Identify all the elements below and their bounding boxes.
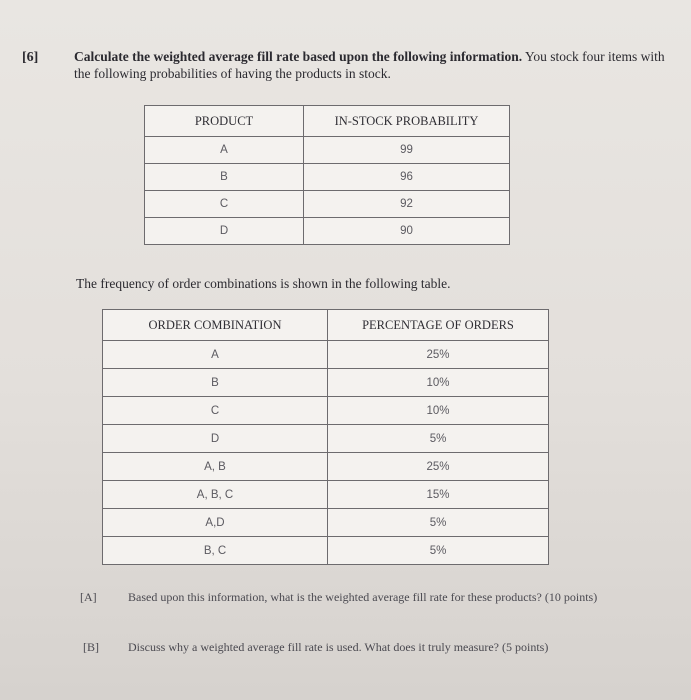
product-cell: B	[145, 164, 304, 191]
percentage-cell: 25%	[328, 341, 549, 369]
combination-cell: A, B	[103, 453, 328, 481]
combination-cell: A,D	[103, 509, 328, 537]
combination-cell: A, B, C	[103, 481, 328, 509]
table-row	[145, 218, 510, 245]
table-row	[103, 537, 549, 565]
in-stock-probability-table	[144, 105, 510, 245]
column-header: PERCENTAGE OF ORDERS	[328, 310, 549, 341]
table-row	[103, 397, 549, 425]
probability-cell: 96	[304, 164, 510, 191]
question-bold-text: Calculate the weighted average fill rate based upon the following information.	[74, 49, 523, 64]
table-row	[103, 369, 549, 397]
table-header-row	[145, 106, 510, 137]
probability-cell: 90	[304, 218, 510, 245]
combination-cell: D	[103, 425, 328, 453]
percentage-cell: 10%	[328, 369, 549, 397]
column-header: ORDER COMBINATION	[103, 310, 328, 341]
table-row	[103, 481, 549, 509]
order-combination-table	[102, 309, 549, 565]
percentage-cell: 15%	[328, 481, 549, 509]
product-cell: A	[145, 137, 304, 164]
combination-cell: B	[103, 369, 328, 397]
table-row	[103, 453, 549, 481]
percentage-cell: 10%	[328, 397, 549, 425]
part-b-label: [B]	[83, 640, 99, 654]
combination-cell: C	[103, 397, 328, 425]
product-cell: D	[145, 218, 304, 245]
table-row	[103, 341, 549, 369]
part-b-text: Discuss why a weighted average fill rate is used. What does it truly measure? (5 points)	[128, 640, 549, 654]
column-header: PRODUCT	[145, 106, 304, 137]
table-header-row	[103, 310, 549, 341]
column-header: IN-STOCK PROBABILITY	[304, 106, 510, 137]
table-row	[103, 425, 549, 453]
percentage-cell: 5%	[328, 509, 549, 537]
question-plain-text: You stock four items with the following probabilities of having the products in stock.	[74, 49, 665, 81]
order-combination-intro: The frequency of order combinations is shown in the following table.	[76, 276, 451, 291]
percentage-cell: 5%	[328, 537, 549, 565]
table-row	[145, 191, 510, 218]
percentage-cell: 25%	[328, 453, 549, 481]
question-number: [6]	[22, 50, 39, 65]
table-row	[103, 509, 549, 537]
combination-cell: A	[103, 341, 328, 369]
combination-cell: B, C	[103, 537, 328, 565]
probability-cell: 99	[304, 137, 510, 164]
part-a-label: [A]	[80, 590, 97, 604]
part-a-text: Based upon this information, what is the weighted average fill rate for these products? (10 points)	[128, 590, 598, 604]
table-row	[145, 164, 510, 191]
product-cell: C	[145, 191, 304, 218]
percentage-cell: 5%	[328, 425, 549, 453]
table-row	[145, 137, 510, 164]
probability-cell: 92	[304, 191, 510, 218]
question-text	[74, 48, 674, 82]
